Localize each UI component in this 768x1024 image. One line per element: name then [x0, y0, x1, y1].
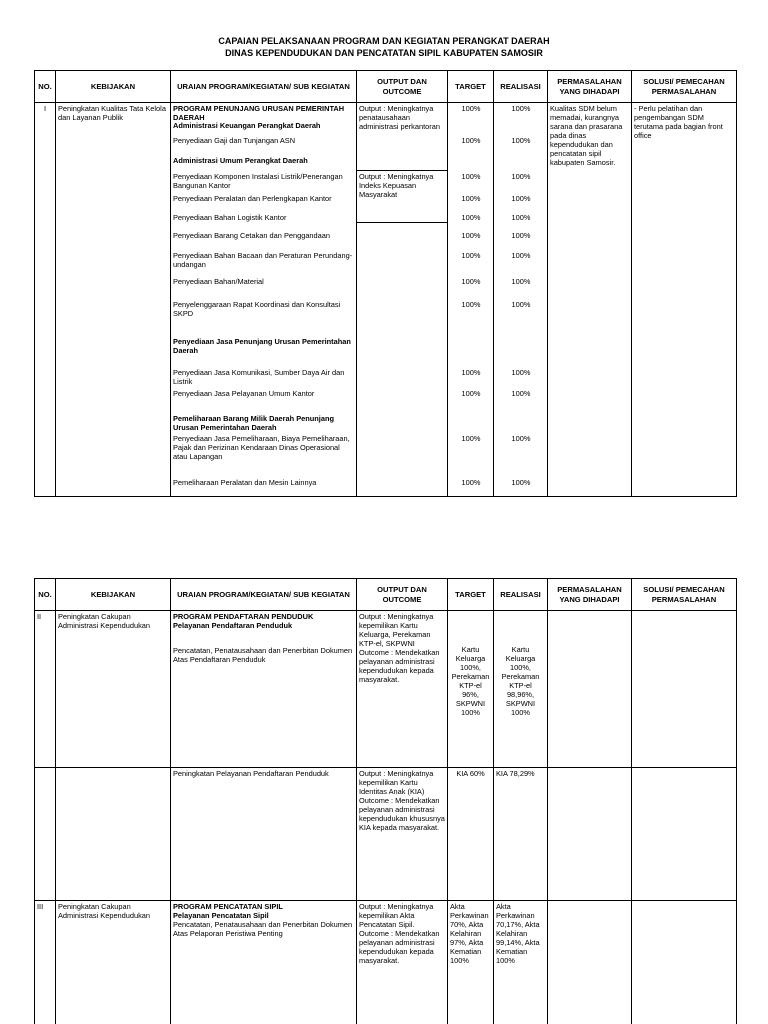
uraian-item: PROGRAM PENUNJANG URUSAN PEMERINTAH DAERAH	[173, 104, 345, 123]
header-solusi: SOLUSI/ PEMECAHAN PERMASALAHAN	[632, 71, 737, 103]
uraian-item: Penyediaan Barang Cetakan dan Penggandaan	[173, 231, 330, 240]
cell-realisasi: Kartu Keluarga 100%, Perekaman KTP-el 98,96%, SKPWNI 100%	[494, 611, 548, 768]
cell-solusi: - Perlu pelatihan dan pengembangan SDM terutama pada bagian front office	[632, 103, 737, 497]
cell-permasalahan	[548, 901, 632, 1024]
cell-realisasi	[494, 103, 548, 497]
header-kebijakan: KEBIJAKAN	[56, 579, 171, 611]
realisasi-value: 100%	[511, 231, 531, 240]
uraian-item: Penyediaan Jasa Komunikasi, Sumber Daya Air dan Listrik	[173, 368, 345, 387]
uraian-item: Penyediaan Jasa Pelayanan Umum Kantor	[173, 389, 315, 398]
sub-kegiatan: Pencatatan, Penatausahaan dan Penerbitan Dokumen Atas Pelaporan Peristiwa Penting	[173, 920, 353, 939]
cell-permasalahan	[548, 768, 632, 901]
cell-uraian	[171, 901, 357, 1024]
header-realisasi: REALISASI	[494, 579, 548, 611]
header-realisasi: REALISASI	[494, 71, 548, 103]
table-row	[35, 611, 737, 768]
target-value: 100%	[461, 172, 481, 181]
header-uraian: URAIAN PROGRAM/KEGIATAN/ SUB KEGIATAN	[171, 71, 357, 103]
table-header-row	[35, 71, 737, 103]
uraian-item: Penyediaan Jasa Penunjang Urusan Pemerintahan Daerah	[173, 337, 351, 356]
header-solusi: SOLUSI/ PEMECAHAN PERMASALAHAN	[632, 579, 737, 611]
cell-uraian	[171, 103, 357, 497]
uraian-item: Penyediaan Bahan Logistik Kantor	[173, 213, 287, 222]
uraian-item: Administrasi Keuangan Perangkat Daerah	[173, 121, 321, 130]
target-value: 100%	[461, 277, 481, 286]
uraian-item: Penyediaan Bahan/Material	[173, 277, 264, 286]
realisasi-value: 100%	[511, 194, 531, 203]
program-title: PROGRAM PENCATATAN SIPIL	[173, 902, 283, 911]
target-value: 100%	[461, 213, 481, 222]
cell-kebijakan	[56, 768, 171, 901]
cell-kebijakan: Peningkatan Cakupan Administrasi Kependudukan	[56, 901, 171, 1024]
uraian-item: Penyediaan Komponen Instalasi Listrik/Penerangan Bangunan Kantor	[173, 172, 343, 191]
realisasi-value: 100%	[511, 172, 531, 181]
realisasi-value: 100%	[511, 300, 531, 309]
cell-target: Kartu Keluarga 100%, Perekaman KTP-el 96%, SKPWNI 100%	[448, 611, 494, 768]
realisasi-value: 100%	[511, 104, 531, 113]
realisasi-value: 100%	[511, 213, 531, 222]
header-target: TARGET	[448, 579, 494, 611]
cell-no: II	[35, 611, 56, 768]
cell-no: III	[35, 901, 56, 1024]
target-value: 100%	[461, 194, 481, 203]
cell-permasalahan: Kualitas SDM belum memadai, kurangnya sarana dan prasarana pada dinas kependudukan dan pencatatan sipil kabupaten Samosir.	[548, 103, 632, 497]
uraian-item: Penyediaan Peralatan dan Perlengkapan Kantor	[173, 194, 332, 203]
sub-kegiatan: Pencatatan, Penatausahaan dan Penerbitan Dokumen Atas Pendaftaran Penduduk	[173, 646, 353, 665]
target-value: 100%	[461, 434, 481, 443]
header-output: OUTPUT DAN OUTCOME	[357, 579, 448, 611]
header-target: TARGET	[448, 71, 494, 103]
uraian-item: Penyelenggaraan Rapat Koordinasi dan Konsultasi SKPD	[173, 300, 341, 319]
realisasi-value: 100%	[511, 478, 531, 487]
realisasi-value: 100%	[511, 136, 531, 145]
uraian-item: Penyediaan Bahan Bacaan dan Peraturan Perundang-undangan	[173, 251, 353, 270]
cell-kebijakan: Peningkatan Kualitas Tata Kelola dan Layanan Publik	[56, 103, 171, 497]
cell-realisasi: KIA 78,29%	[494, 768, 548, 901]
uraian-item: Pemeliharaan Barang Milik Daerah Penunjang Urusan Pemerintahan Daerah	[173, 414, 335, 433]
cell-target: KIA 60%	[448, 768, 494, 901]
cell-solusi	[632, 768, 737, 901]
header-permasalahan: PERMASALAHAN YANG DIHADAPI	[548, 579, 632, 611]
cell-no	[35, 768, 56, 901]
kegiatan-title: Pelayanan Pendaftaran Penduduk	[173, 621, 293, 631]
target-value: 100%	[461, 478, 481, 487]
output-text: Output : Meningkatnya penatausahaan administrasi perkantoran	[359, 104, 440, 132]
cell-kebijakan: Peningkatan Cakupan Administrasi Kependudukan	[56, 611, 171, 768]
realisasi-value: 100%	[511, 368, 531, 377]
table-row	[35, 901, 737, 1024]
realisasi-value: 100%	[511, 434, 531, 443]
cell-output: Output : Meningkatnya kepemilikan Kartu Keluarga, Perekaman KTP-el, SKPWNI Outcome : Mendekatkan pelayanan administrasi kependudukan kepada masyarakat.	[357, 611, 448, 768]
uraian-item: Pemeliharaan Peralatan dan Mesin Lainnya	[173, 478, 317, 487]
cell-target: Akta Perkawinan 70%, Akta Kelahiran 97%, Akta Kematian 100%	[448, 901, 494, 1024]
cell-permasalahan	[548, 611, 632, 768]
target-value: 100%	[461, 231, 481, 240]
target-value: 100%	[461, 300, 481, 309]
kegiatan-title: Pelayanan Pencatatan Sipil	[173, 911, 269, 921]
target-value: 100%	[461, 104, 481, 113]
target-value: 100%	[461, 389, 481, 398]
cell-output: Output : Meningkatnya kepemilikan Kartu Identitas Anak (KIA) Outcome : Mendekatkan pelayanan administrasi kependudukan khususnya KIA kepada masyarakat.	[357, 768, 448, 901]
realisasi-value: 100%	[511, 277, 531, 286]
realisasi-value: 100%	[511, 251, 531, 260]
uraian-item: Penyediaan Jasa Pemeliharaan, Biaya Pemeliharaan, Pajak dan Perizinan Kendaraan Dinas Operasional atau Lapangan	[173, 434, 350, 462]
document-title-line1: CAPAIAN PELAKSANAAN PROGRAM DAN KEGIATAN PERANGKAT DAERAH	[218, 36, 550, 46]
table-program-penunjang	[34, 70, 737, 497]
table-row	[35, 103, 737, 497]
output-text: Output : Meningkatnya Indeks Kepuasan Masyarakat	[357, 170, 448, 223]
cell-realisasi: Akta Perkawinan 70,17%, Akta Kelahiran 99,14%, Akta Kematian 100%	[494, 901, 548, 1024]
document-title-line2: DINAS KEPENDUDUKAN DAN PENCATATAN SIPIL KABUPATEN SAMOSIR	[225, 48, 543, 58]
header-kebijakan: KEBIJAKAN	[56, 71, 171, 103]
target-value: 100%	[461, 368, 481, 377]
cell-target	[448, 103, 494, 497]
header-no: NO.	[35, 71, 56, 103]
cell-uraian: Peningkatan Pelayanan Pendaftaran Penduduk	[171, 768, 357, 901]
target-value: 100%	[461, 136, 481, 145]
cell-output: Output : Meningkatnya kepemilikan Akta Pencatatan Sipil. Outcome : Mendekatkan pelayanan administrasi kependudukan kepada masyarakat.	[357, 901, 448, 1024]
realisasi-value: 100%	[511, 389, 531, 398]
table-header-row	[35, 579, 737, 611]
table-row	[35, 768, 737, 901]
header-uraian: URAIAN PROGRAM/KEGIATAN/ SUB KEGIATAN	[171, 579, 357, 611]
header-no: NO.	[35, 579, 56, 611]
cell-uraian	[171, 611, 357, 768]
header-permasalahan: PERMASALAHAN YANG DIHADAPI	[548, 71, 632, 103]
cell-solusi	[632, 901, 737, 1024]
header-output: OUTPUT DAN OUTCOME	[357, 71, 448, 103]
uraian-item: Administrasi Umum Perangkat Daerah	[173, 156, 308, 165]
uraian-item: Penyediaan Gaji dan Tunjangan ASN	[173, 136, 296, 145]
cell-no: I	[35, 103, 56, 497]
table-program-kependudukan	[34, 578, 737, 1024]
cell-output	[357, 103, 448, 497]
target-value: 100%	[461, 251, 481, 260]
cell-solusi	[632, 611, 737, 768]
program-title: PROGRAM PENDAFTARAN PENDUDUK	[173, 612, 314, 621]
